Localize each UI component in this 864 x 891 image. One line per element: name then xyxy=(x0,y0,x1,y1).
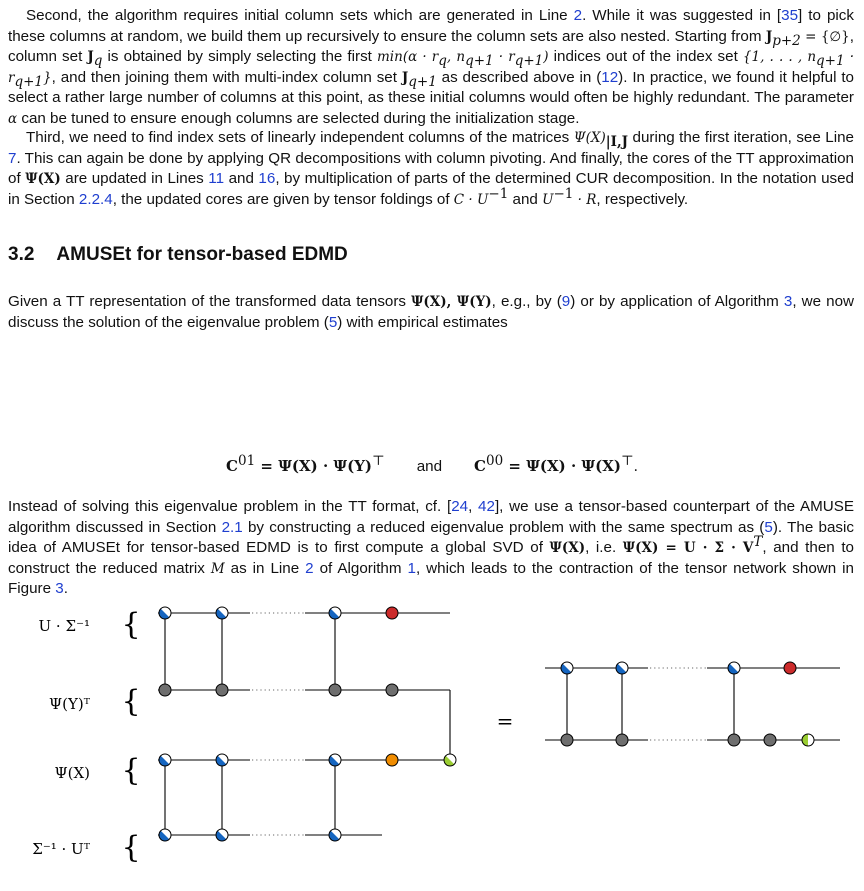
psi-y-core-node xyxy=(764,734,776,746)
ut-core-node xyxy=(216,829,228,841)
psi-x-core-node xyxy=(159,754,171,766)
ref-line-11[interactable]: 11 xyxy=(208,170,225,187)
ref-eq-12[interactable]: 12 xyxy=(601,68,619,86)
ref-section-2-1[interactable]: 2.1 xyxy=(221,518,243,536)
brace-3: { xyxy=(121,753,141,788)
u-core-node xyxy=(159,607,171,619)
red-core-node xyxy=(784,662,796,674)
paragraph-initial-column-sets: Second, the algorithm requires initial column sets which are generated in Line 2. While it was suggested in [35] to pick these columns at random, we build them up recursively to ensure the column sets are also nested. Starting from $J_{p+2}$ = {∅}, column set $J_q$ is obtained by simply selecting the first $\min(\alpha \cdot r_q$, $n_{q+1} \cdot r_{q+1}$) indices out of the index set {1, . . . , $n_{q+1} \cdot r_{q+1}$}, and then joining them with multi-index column set $J_{q+1}$ as described above in (12). In practice, we found it helpful to select a rather large number of columns at this point, as these initial columns would often be highly redundant. The parameter α can be tuned to ensure enough columns are selected during the initialization stage. xyxy=(8,7,855,127)
psi-x-core-node xyxy=(216,754,228,766)
ref-cite-42[interactable]: 42 xyxy=(478,498,495,515)
psi-x-core-node xyxy=(329,754,341,766)
psi-y-core-node xyxy=(386,684,398,696)
lime-core-node xyxy=(444,754,456,766)
ref-cite-35[interactable]: 35 xyxy=(781,7,799,24)
ut-core-node xyxy=(329,829,341,841)
psi-y-core-node xyxy=(159,684,171,696)
orange-core-node xyxy=(386,754,398,766)
ref-line-2[interactable]: 2 xyxy=(305,559,314,577)
ref-section-2-2-4[interactable]: 2.2.4 xyxy=(78,190,113,208)
psi-y-core-node xyxy=(616,734,628,746)
ut-core-node xyxy=(159,829,171,841)
psi-y-core-node xyxy=(216,684,228,696)
lime-core-node xyxy=(802,734,814,746)
right-tensor-network xyxy=(545,662,840,746)
ref-cite-24[interactable]: 24 xyxy=(451,498,469,515)
u-core-node xyxy=(616,662,628,674)
u-core-node xyxy=(561,662,573,674)
ref-eq-5[interactable]: 5 xyxy=(328,313,338,331)
display-equation: $C^{01} = \Psi(X) \cdot \Psi(Y)^⊤$ and $C^{00} = \Psi(X) \cdot \Psi(X)^⊤$. xyxy=(226,452,638,475)
brace-2: { xyxy=(121,684,141,719)
psi-y-core-node xyxy=(561,734,573,746)
u-core-node xyxy=(728,662,740,674)
ref-line-2[interactable]: 2 xyxy=(573,7,583,24)
u-core-node xyxy=(329,607,341,619)
label-sigma-inv-u-transpose: Σ⁻¹ · Uᵀ xyxy=(32,840,90,858)
ref-eq-5[interactable]: 5 xyxy=(764,518,773,536)
red-core-node xyxy=(386,607,398,619)
ref-eq-9[interactable]: 9 xyxy=(561,293,571,310)
ref-line-7[interactable]: 7 xyxy=(8,149,17,167)
ref-figure-3[interactable]: 3 xyxy=(55,580,64,597)
label-psi-y-transpose: Ψ(Y)ᵀ xyxy=(48,695,90,713)
psi-y-core-node xyxy=(329,684,341,696)
paragraph-index-sets: Third, we need to find index sets of linearly independent columns of the matrices $\Psi(X)_{|I,J}$ during the first iteration, see Line 7. This can again be done by applying QR decompositions with column pivoting. And finally, the cores of the TT approximation of Ψ(X) are updated in Lines 11 and 16, by multiplication of parts of the determined CUR decomposition. In the notation used in Section 2.2.4, the updated cores are given by tensor foldings of $C \cdot U^{-1}$ and $U^{-1} \cdot R$, respectively. xyxy=(8,129,854,208)
ref-line-16[interactable]: 16 xyxy=(258,170,276,187)
label-psi-x: Ψ(X) xyxy=(54,764,90,782)
paragraph-tt-representation: Given a TT representation of the transformed data tensors Ψ(X), Ψ(Y), e.g., by (9) or by application of Algorithm 3, we now discuss the solution of the eigenvalue problem (5) with empirical estimates xyxy=(8,293,854,331)
ref-algorithm-1[interactable]: 1 xyxy=(407,559,416,577)
label-u-sigma-inv: U · Σ⁻¹ xyxy=(38,617,90,635)
brace-4: { xyxy=(121,830,141,865)
paragraph-amuset: Instead of solving this eigenvalue problem in the TT format, cf. [24, 42], we use a tensor-based counterpart of the AMUSE algorithm discussed in Section 2.1 by constructing a reduced eigenvalue problem with the same spectrum as (5). The basic idea of AMUSEt for tensor-based EDMD is to first compute a global SVD of Ψ(X), i.e. $\Psi(X) = U \cdot \Sigma \cdot V^T$, and then to construct the reduced matrix M as in Line 2 of Algorithm 1, which leads to the contraction of the tensor network shown in Figure 3. xyxy=(8,498,854,597)
brace-1: { xyxy=(121,607,141,642)
psi-y-core-node xyxy=(728,734,740,746)
u-core-node xyxy=(216,607,228,619)
section-heading: 3.2 AMUSEt for tensor-based EDMD xyxy=(8,244,348,265)
tensor-network-figure xyxy=(0,528,864,891)
left-tensor-network xyxy=(158,607,456,841)
ref-algorithm-3[interactable]: 3 xyxy=(783,293,793,310)
equals-sign: = xyxy=(496,709,514,733)
